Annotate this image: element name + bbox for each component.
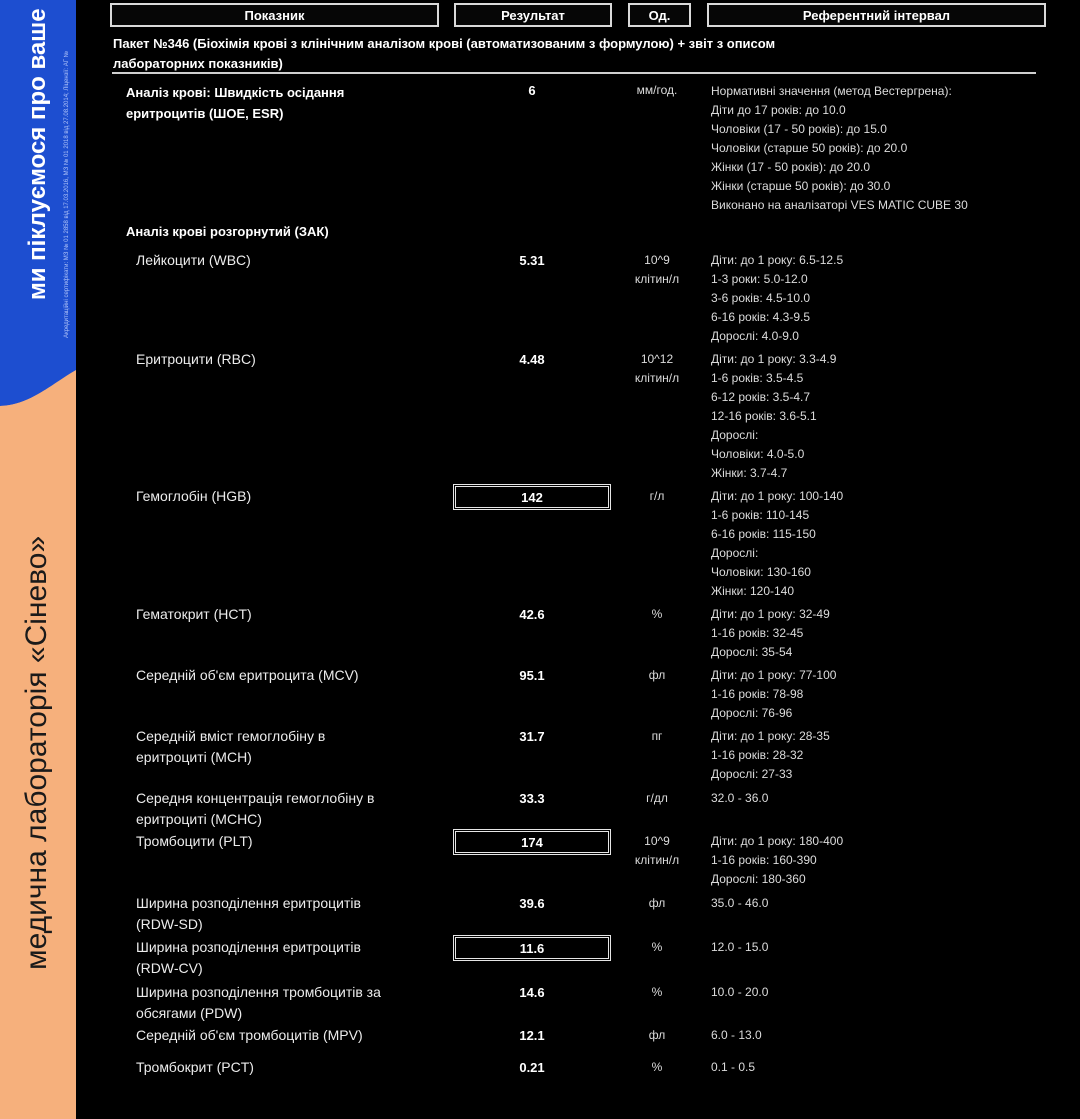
- reference-line: 35.0 - 46.0: [711, 896, 769, 910]
- result-value: 42.6: [519, 607, 545, 622]
- reference-line: 1-6 років: 3.5-4.5: [711, 371, 804, 385]
- reference-line: Дорослі:: [711, 428, 759, 442]
- reference-line: 6-12 років: 3.5-4.7: [711, 390, 811, 404]
- result-unit-line: фл: [648, 1028, 666, 1042]
- flagged-result-value: 11.6: [453, 935, 611, 961]
- test-name: [136, 665, 359, 686]
- result-value: 14.6: [519, 985, 545, 1000]
- result-value: 95.1: [519, 668, 545, 683]
- result-unit-line: %: [651, 940, 663, 954]
- reference-line: Жінки: 120-140: [711, 584, 795, 598]
- result-unit-line: 10^12: [640, 352, 674, 366]
- test-name-line: Ширина розподілення еритроцитів: [136, 895, 361, 911]
- test-name-line: (RDW-SD): [136, 916, 203, 932]
- reference-interval: [711, 727, 830, 784]
- test-name: [136, 726, 325, 768]
- test-name-line: Ширина розподілення тромбоцитів за: [136, 984, 381, 1000]
- result-unit-line: клітин/л: [634, 272, 680, 286]
- esr-reference-line: Чоловіки (старше 50 років): до 20.0: [711, 141, 908, 155]
- brand-wave-shape: [0, 360, 76, 420]
- reference-line: Дорослі: 76-96: [711, 706, 793, 720]
- result-unit-line: г/дл: [646, 791, 668, 805]
- test-name-line: Гематокрит (HCT): [136, 606, 252, 622]
- result-unit-line: %: [651, 607, 663, 621]
- result-unit: [612, 938, 702, 957]
- esr-name-line1: Аналіз крові: Швидкість осідання: [126, 85, 345, 100]
- test-name-line: Тромбоцити (PLT): [136, 833, 253, 849]
- test-name-line: Еритроцити (RBC): [136, 351, 256, 367]
- test-name: [136, 486, 251, 507]
- flagged-result-value: 174: [453, 829, 611, 855]
- test-name: [136, 1025, 363, 1046]
- header-unit: Од.: [628, 3, 691, 27]
- reference-interval: [711, 605, 830, 662]
- esr-reference-line: Нормативні значення (метод Вестергрена):: [711, 84, 952, 98]
- result-unit: [612, 666, 702, 685]
- test-name-line: еритроциті (MCHC): [136, 811, 262, 827]
- test-name: [136, 788, 374, 830]
- test-name-line: (RDW-CV): [136, 960, 203, 976]
- reference-line: Діти: до 1 року: 180-400: [711, 834, 844, 848]
- reference-interval: [711, 983, 768, 1002]
- result-unit: [612, 727, 702, 746]
- test-name: [136, 982, 381, 1024]
- result-value: 0.21: [519, 1060, 545, 1075]
- esr-value: 6: [528, 83, 536, 98]
- test-name: [136, 893, 361, 935]
- result-value: 5.31: [519, 253, 545, 268]
- reference-line: Дорослі: 180-360: [711, 872, 806, 886]
- header-indicator: Показник: [110, 3, 439, 27]
- reference-interval: [711, 1026, 762, 1045]
- reference-line: Діти: до 1 року: 3.3-4.9: [711, 352, 837, 366]
- reference-line: Дорослі: 27-33: [711, 767, 793, 781]
- reference-line: Чоловіки: 4.0-5.0: [711, 447, 805, 461]
- esr-name: [126, 82, 344, 124]
- reference-line: Жінки: 3.7-4.7: [711, 466, 788, 480]
- esr-reference-line: Чоловіки (17 - 50 років): до 15.0: [711, 122, 887, 136]
- reference-line: Дорослі:: [711, 546, 759, 560]
- package-title-line2: лабораторних показників): [113, 56, 283, 71]
- result-unit-line: %: [651, 1060, 663, 1074]
- header-result: Результат: [454, 3, 612, 27]
- reference-line: Діти: до 1 року: 6.5-12.5: [711, 253, 844, 267]
- package-divider: [112, 72, 1036, 74]
- reference-line: 32.0 - 36.0: [711, 791, 769, 805]
- result-unit-line: клітин/л: [634, 371, 680, 385]
- result-unit: [612, 1026, 702, 1045]
- result-unit: [612, 487, 702, 506]
- result-unit-line: фл: [648, 668, 666, 682]
- reference-interval: [711, 832, 843, 889]
- result-value: 39.6: [519, 896, 545, 911]
- reference-line: 6-16 років: 115-150: [711, 527, 816, 541]
- result-unit: [612, 1058, 702, 1077]
- esr-reference-line: Жінки (старше 50 років): до 30.0: [711, 179, 891, 193]
- result-value: 4.48: [519, 352, 545, 367]
- test-name: [136, 937, 361, 979]
- test-name-line: Тромбокрит (PCT): [136, 1059, 254, 1075]
- reference-line: 6.0 - 13.0: [711, 1028, 762, 1042]
- reference-line: 6-16 років: 4.3-9.5: [711, 310, 811, 324]
- reference-interval: [711, 251, 843, 346]
- reference-interval: [711, 350, 836, 483]
- test-name-line: еритроциті (MCH): [136, 749, 252, 765]
- reference-line: Чоловіки: 130-160: [711, 565, 811, 579]
- reference-interval: [711, 487, 843, 601]
- result-value: 12.1: [519, 1028, 545, 1043]
- reference-line: 1-16 років: 160-390: [711, 853, 817, 867]
- reference-line: 3-6 років: 4.5-10.0: [711, 291, 811, 305]
- brand-name: медична лабораторія «Сінево»: [20, 535, 53, 970]
- reference-line: 1-6 років: 110-145: [711, 508, 810, 522]
- reference-line: Дорослі: 4.0-9.0: [711, 329, 799, 343]
- reference-line: Діти: до 1 року: 77-100: [711, 668, 837, 682]
- reference-line: Діти: до 1 року: 28-35: [711, 729, 830, 743]
- reference-line: 1-16 років: 78-98: [711, 687, 804, 701]
- reference-line: 12-16 років: 3.6-5.1: [711, 409, 817, 423]
- result-unit-line: клітин/л: [634, 853, 680, 867]
- cbc-section-title: Аналіз крові розгорнутий (ЗАК): [126, 224, 329, 239]
- reference-interval: [711, 938, 768, 957]
- test-name-line: обсягами (PDW): [136, 1005, 243, 1021]
- reference-interval: [711, 666, 836, 723]
- result-unit: [612, 350, 702, 388]
- test-name: [136, 604, 252, 625]
- test-name-line: Середній вміст гемоглобіну в: [136, 728, 326, 744]
- result-unit: [612, 983, 702, 1002]
- result-unit-line: фл: [648, 896, 666, 910]
- reference-interval: [711, 789, 768, 808]
- result-unit-line: 10^9: [644, 834, 670, 848]
- test-name-line: Ширина розподілення еритроцитів: [136, 939, 361, 955]
- package-title: [113, 34, 913, 74]
- result-unit-line: 10^9: [644, 253, 670, 267]
- reference-line: 1-16 років: 32-45: [711, 626, 804, 640]
- reference-line: 12.0 - 15.0: [711, 940, 769, 954]
- result-value: 31.7: [519, 729, 545, 744]
- result-unit-line: г/л: [649, 489, 665, 503]
- header-reference: Референтний інтервал: [707, 3, 1046, 27]
- esr-name-line2: еритроцитів (ШОЕ, ESR): [126, 106, 284, 121]
- reference-interval: [711, 894, 768, 913]
- brand-tagline: ми піклуємося про ваше: [24, 8, 51, 300]
- result-unit-line: пг: [651, 729, 663, 743]
- result-unit: [612, 894, 702, 913]
- esr-reference-line: Діти до 17 років: до 10.0: [711, 103, 846, 117]
- esr-reference: [711, 82, 968, 215]
- reference-line: Діти: до 1 року: 100-140: [711, 489, 844, 503]
- esr-unit: мм/год.: [636, 83, 678, 97]
- reference-line: 10.0 - 20.0: [711, 985, 769, 999]
- test-name-line: Середній об'єм еритроцита (MCV): [136, 667, 359, 683]
- reference-line: 1-3 роки: 5.0-12.0: [711, 272, 808, 286]
- result-unit: [612, 251, 702, 289]
- brand-fine-print: Акредитаційні сертифікати: МЗ № 01 2858 від 17.03.2016, МЗ № 01 2018 від 27.08.2014; Ліцензії: АГ №: [64, 50, 70, 338]
- test-name: [136, 831, 253, 852]
- reference-line: Дорослі: 35-54: [711, 645, 793, 659]
- test-name-line: Середній об'єм тромбоцитів (MPV): [136, 1027, 363, 1043]
- result-unit: [612, 832, 702, 870]
- result-unit-line: %: [651, 985, 663, 999]
- result-unit: [612, 789, 702, 808]
- test-name-line: Гемоглобін (HGB): [136, 488, 252, 504]
- reference-line: 0.1 - 0.5: [711, 1060, 756, 1074]
- result-unit: [612, 605, 702, 624]
- test-name: [136, 349, 256, 370]
- result-value: 33.3: [519, 791, 545, 806]
- flagged-result-value: 142: [453, 484, 611, 510]
- reference-line: 1-16 років: 28-32: [711, 748, 804, 762]
- reference-line: Діти: до 1 року: 32-49: [711, 607, 830, 621]
- package-title-line1: Пакет №346 (Біохімія крові з клінічним аналізом крові (автоматизованим з формулою) + звіт з описом: [113, 36, 776, 51]
- test-name: [136, 1057, 254, 1078]
- test-name: [136, 250, 251, 271]
- test-name-line: Середня концентрація гемоглобіну в: [136, 790, 375, 806]
- test-name-line: Лейкоцити (WBC): [136, 252, 251, 268]
- esr-reference-line: Виконано на аналізаторі VES MATIC CUBE 30: [711, 198, 968, 212]
- reference-interval: [711, 1058, 755, 1077]
- esr-reference-line: Жінки (17 - 50 років): до 20.0: [711, 160, 871, 174]
- brand-strip: [0, 0, 76, 1119]
